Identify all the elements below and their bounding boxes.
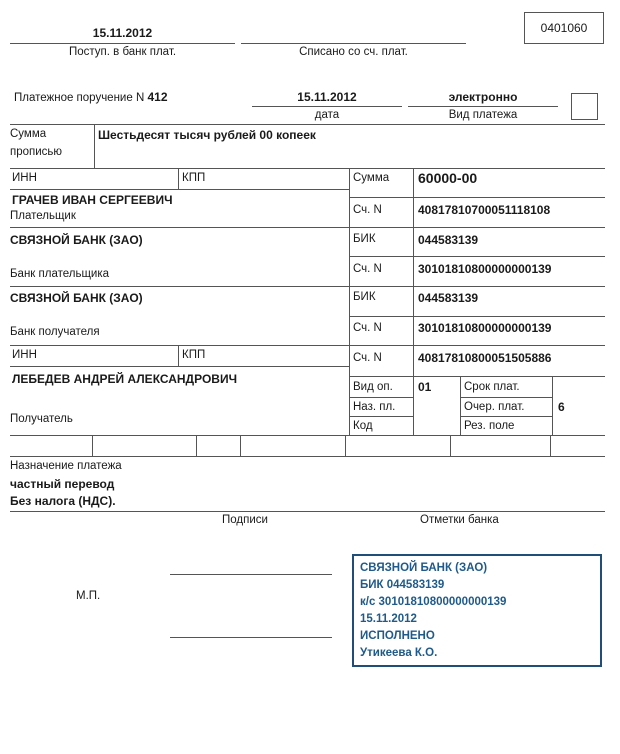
form-code-box xyxy=(524,12,604,44)
received-date: 15.11.2012 xyxy=(92,26,153,40)
row-line-286 xyxy=(10,286,605,287)
payer-name: ГРАЧЕВ ИВАН СЕРГЕЕВИЧ xyxy=(12,193,173,207)
recipient-bank-bik-label: БИК xyxy=(353,291,376,303)
recipient-bank-bik: 044583139 xyxy=(418,291,479,305)
recipient-bank-label: Банк получателя xyxy=(10,326,100,338)
received-line xyxy=(10,43,235,44)
row-line-189 xyxy=(10,189,349,190)
payer-bank-account: 30101810800000000139 xyxy=(418,262,552,276)
row-line-397 xyxy=(349,397,413,398)
ocher-value: 6 xyxy=(558,400,565,414)
payer-label: Плательщик xyxy=(10,210,76,222)
purpose-bottom-line xyxy=(10,511,605,512)
bank-marks-label: Отметки банка xyxy=(420,514,499,526)
payer-bank-name: СВЯЗНОЙ БАНК (ЗАО) xyxy=(10,233,143,247)
payer-bank-label: Банк плательщика xyxy=(10,268,110,280)
row-line-376 xyxy=(349,376,605,377)
ocher-label: Очер. плат. xyxy=(464,401,525,413)
vid-op-value: 01 xyxy=(418,380,432,394)
row-line-456 xyxy=(10,456,605,457)
order-title-label: Платежное поручение N xyxy=(14,92,145,104)
amount-words-label-1: Сумма xyxy=(10,128,47,140)
recipient-account: 40817810800051505886 xyxy=(418,351,552,365)
stamp-status: ИСПОЛНЕНО xyxy=(360,630,435,642)
tax-col-4 xyxy=(345,435,346,456)
payment-type-label: Вид платежа xyxy=(448,109,518,121)
col-line-460 xyxy=(460,376,461,435)
col-line-552 xyxy=(552,376,553,435)
recipient-kpp-label: КПП xyxy=(182,349,206,361)
debited-line xyxy=(241,43,466,44)
row-line-227 xyxy=(10,227,605,228)
payer-bank-bik: 044583139 xyxy=(418,233,479,247)
row-line-316 xyxy=(349,316,605,317)
payer-bank-account-label: Сч. N xyxy=(353,263,382,275)
row-line-256 xyxy=(349,256,605,257)
naz-pl-label: Наз. пл. xyxy=(353,401,396,413)
amount-divider xyxy=(94,124,95,168)
stamp-bik: БИК 044583139 xyxy=(360,579,445,591)
row-line-197 xyxy=(349,197,605,198)
recipient-name: ЛЕБЕДЕВ АНДРЕЙ АЛЕКСАНДРОВИЧ xyxy=(12,372,238,386)
srok-label: Срок плат. xyxy=(464,381,520,393)
tax-col-2 xyxy=(196,435,197,456)
row-line-397b xyxy=(460,397,552,398)
recipient-bank-account-label: Сч. N xyxy=(353,322,382,334)
tax-col-5 xyxy=(450,435,451,456)
order-title xyxy=(14,90,168,104)
order-checkbox[interactable] xyxy=(571,93,598,120)
signatures-label: Подписи xyxy=(222,514,268,526)
order-number: 412 xyxy=(147,90,168,104)
form-code: 0401060 xyxy=(540,21,588,35)
signature-line-1 xyxy=(170,574,332,575)
purpose-line2: Без налога (НДС). xyxy=(10,494,116,508)
stamp-account: к/с 30101810800000000139 xyxy=(360,596,507,608)
recipient-bank-name: СВЯЗНОЙ БАНК (ЗАО) xyxy=(10,291,143,305)
stamp-bank-name: СВЯЗНОЙ БАНК (ЗАО) xyxy=(360,562,488,574)
bank-stamp xyxy=(352,554,602,667)
mp-label: М.П. xyxy=(76,590,101,602)
col-line-178a xyxy=(178,168,179,189)
row-line-435 xyxy=(10,435,605,436)
order-date-line xyxy=(252,106,402,107)
tax-col-6 xyxy=(550,435,551,456)
payer-inn-label: ИНН xyxy=(12,172,37,184)
payment-type: электронно xyxy=(448,90,518,104)
purpose-line1: частный перевод xyxy=(10,477,115,491)
row-line-168 xyxy=(10,168,605,169)
received-label: Поступ. в банк плат. xyxy=(68,46,177,58)
recipient-account-label: Сч. N xyxy=(353,352,382,364)
payment-type-line xyxy=(408,106,558,107)
stamp-date: 15.11.2012 xyxy=(360,613,417,625)
recipient-bank-account: 30101810800000000139 xyxy=(418,321,552,335)
col-line-178b xyxy=(178,345,179,366)
recipient-inn-label: ИНН xyxy=(12,349,37,361)
vid-op-label: Вид оп. xyxy=(353,381,393,393)
amount-words: Шестьдесят тысяч рублей 00 копеек xyxy=(98,128,316,142)
tax-col-3 xyxy=(240,435,241,456)
row-line-345 xyxy=(10,345,605,346)
row-line-366 xyxy=(10,366,349,367)
col-line-413 xyxy=(413,168,414,435)
amount-words-label-2: прописью xyxy=(10,146,63,158)
order-date-label: дата xyxy=(314,109,340,121)
row-line-416b xyxy=(460,416,552,417)
col-line-349 xyxy=(349,168,350,435)
purpose-label: Назначение платежа xyxy=(10,460,122,472)
tax-col-1 xyxy=(92,435,93,456)
payer-account: 40817810700051118108 xyxy=(418,203,551,217)
order-date: 15.11.2012 xyxy=(297,90,357,104)
row-line-416 xyxy=(349,416,413,417)
recipient-label: Получатель xyxy=(10,413,73,425)
sum-value: 60000-00 xyxy=(418,170,478,186)
amount-top-line xyxy=(10,124,605,125)
payer-bank-bik-label: БИК xyxy=(353,233,376,245)
payer-kpp-label: КПП xyxy=(182,172,206,184)
rez-label: Рез. поле xyxy=(464,420,515,432)
stamp-operator: Утикеева К.О. xyxy=(360,647,438,659)
sum-label: Сумма xyxy=(353,172,390,184)
signature-line-2 xyxy=(170,637,332,638)
payer-account-label: Сч. N xyxy=(353,204,382,216)
debited-label: Списано со сч. плат. xyxy=(299,46,408,58)
kod-label: Код xyxy=(353,420,373,432)
